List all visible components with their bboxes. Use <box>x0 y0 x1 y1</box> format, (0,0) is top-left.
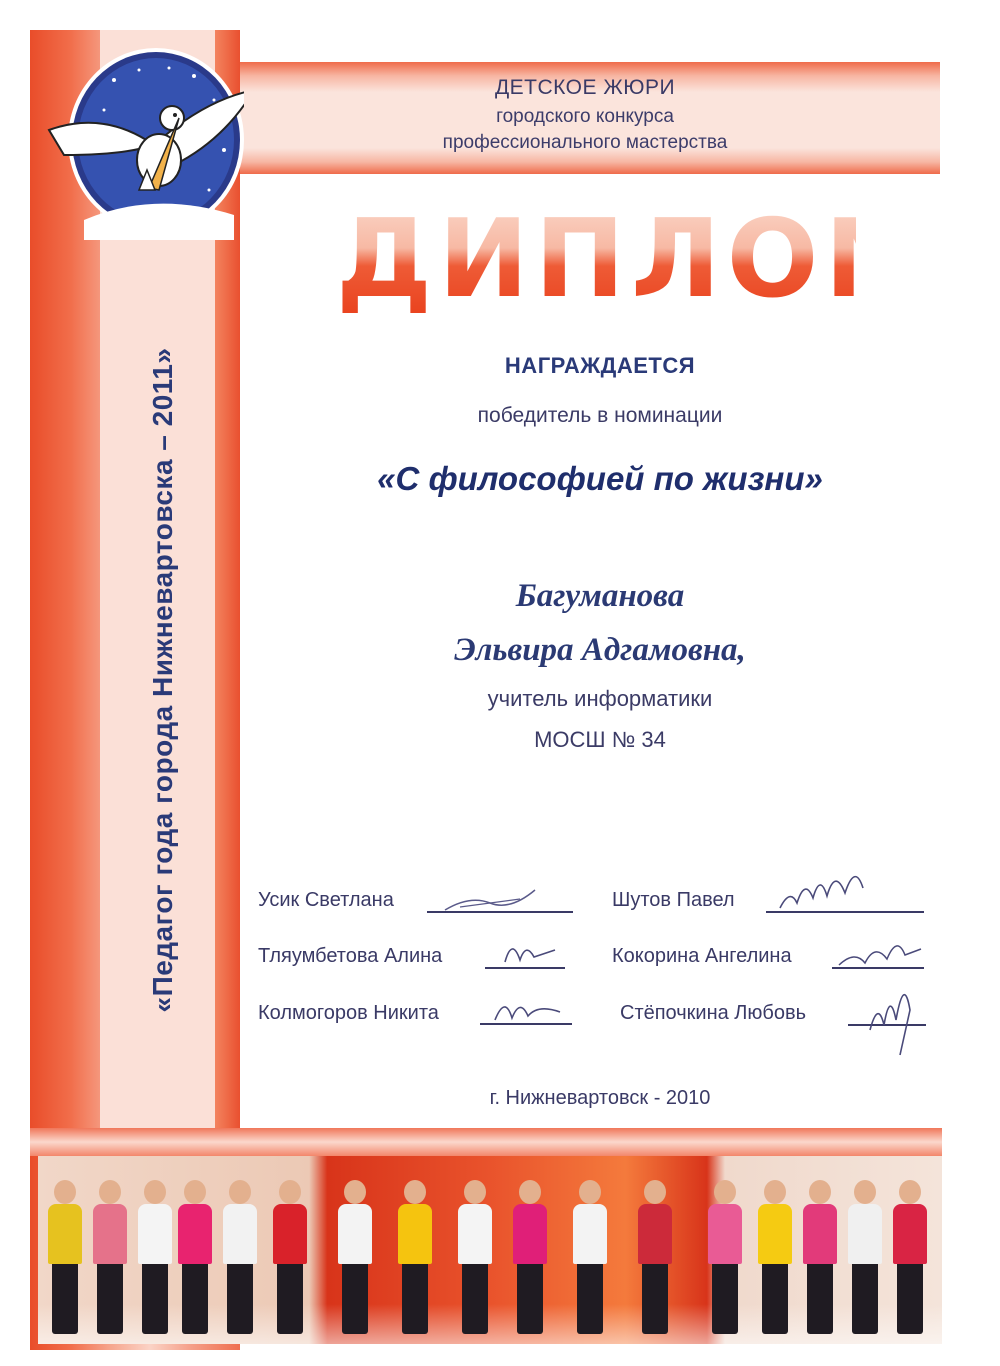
header-contest-line: городского конкурса <box>496 106 674 127</box>
jury-member-name: Усик Светлана <box>258 889 394 911</box>
recipient-name: Эльвира Адгамовна, <box>454 632 746 668</box>
jury-member-name: Стёпочкина Любовь <box>620 1002 807 1024</box>
photo-person <box>458 1180 492 1334</box>
header-jury-title: ДЕТСКОЕ ЖЮРИ <box>494 76 676 99</box>
vertical-contest-title: «Педагог года города Нижневартовска – 2011» <box>147 347 178 1013</box>
nomination-title: «С философией по жизни» <box>377 460 823 497</box>
photo-person <box>758 1180 792 1334</box>
jury-member-name: Колмогоров Никита <box>258 1002 439 1024</box>
signature-icon <box>500 932 565 968</box>
jury-member-name: Шутов Павел <box>612 889 735 911</box>
photo-person <box>513 1180 547 1334</box>
jury-member-name: Тляумбетова Алина <box>258 945 443 967</box>
signature-icon <box>860 970 930 1060</box>
awarded-heading: НАГРАЖДАЕТСЯ <box>504 353 696 378</box>
photo-person <box>138 1180 172 1334</box>
photo-person <box>893 1180 927 1334</box>
recipient-school: МОСШ № 34 <box>534 727 666 752</box>
photo-person <box>708 1180 742 1334</box>
winner-text: победитель в номинации <box>477 404 723 427</box>
photo-person <box>48 1180 82 1334</box>
photo-person <box>178 1180 212 1334</box>
recipient-surname: Багуманова <box>515 578 685 614</box>
photo-person <box>223 1180 257 1334</box>
photo-person <box>573 1180 607 1334</box>
recipient-role: учитель информатики <box>487 686 713 711</box>
signature-icon <box>490 990 570 1026</box>
header-mastery-line: профессионального мастерства <box>442 132 728 153</box>
photo-person <box>93 1180 127 1334</box>
jury-member-name: Кокорина Ангелина <box>612 945 792 967</box>
city-year: г. Нижневартовск - 2010 <box>489 1087 711 1109</box>
signature-icon <box>775 858 875 913</box>
signature-icon <box>440 885 540 915</box>
diploma-title: ДИПЛОМ <box>336 197 938 322</box>
photo-person <box>803 1180 837 1334</box>
signature-icon <box>835 925 925 970</box>
pelican-logo-icon <box>44 40 244 240</box>
photo-person <box>398 1180 432 1334</box>
group-photo <box>38 1156 942 1344</box>
bottom-orange-band <box>30 1128 942 1156</box>
photo-person <box>273 1180 307 1334</box>
photo-person <box>338 1180 372 1334</box>
photo-person <box>638 1180 672 1334</box>
photo-person <box>848 1180 882 1334</box>
